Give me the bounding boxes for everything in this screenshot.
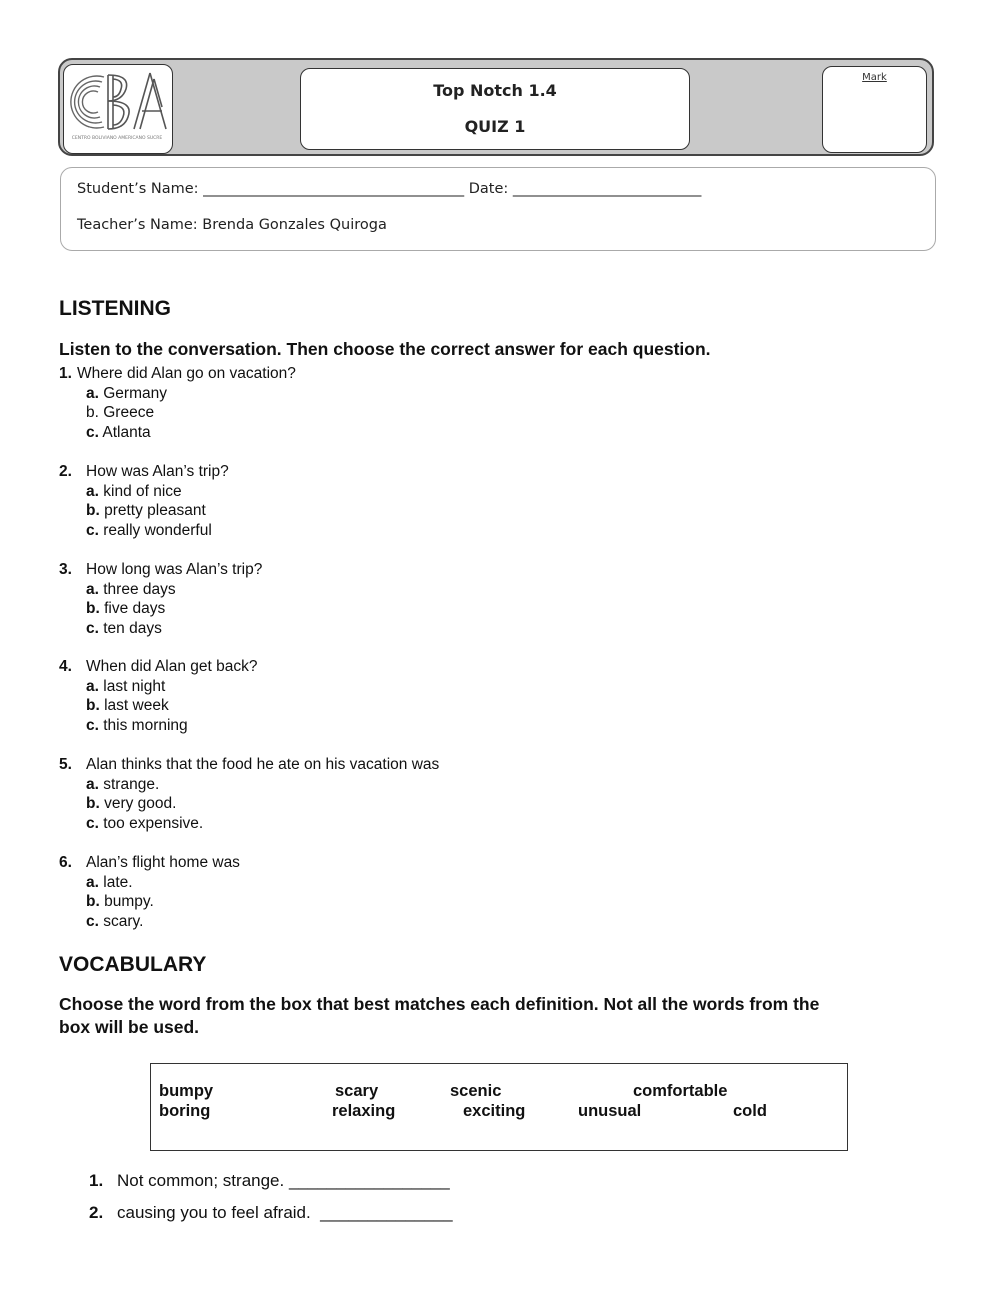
word-boring: boring xyxy=(159,1102,211,1120)
logo-caption: CENTRO BOLIVIANO AMERICANO SUCRE xyxy=(71,136,163,141)
question-5 xyxy=(59,755,439,833)
option-c[interactable]: c. ten days xyxy=(86,619,162,637)
definition-text: Not common; strange. _________________ xyxy=(117,1171,450,1190)
word-unusual: unusual xyxy=(578,1102,642,1120)
option-c[interactable]: c. too expensive. xyxy=(86,814,204,832)
vocabulary-title: VOCABULARY xyxy=(59,953,207,976)
listening-title: LISTENING xyxy=(59,297,172,320)
student-info-box xyxy=(60,167,936,251)
definition-number: 2. xyxy=(89,1203,104,1222)
word-scenic: scenic xyxy=(450,1082,502,1100)
word-scary: scary xyxy=(335,1082,379,1100)
question-number: 6. xyxy=(59,854,72,871)
option-a[interactable]: a. last night xyxy=(86,677,166,695)
definition-number: 1. xyxy=(89,1171,104,1190)
question-3 xyxy=(59,560,262,638)
quiz-subtitle: QUIZ 1 xyxy=(464,117,526,136)
question-number: 1. xyxy=(59,365,72,382)
option-a[interactable]: a. strange. xyxy=(86,775,160,793)
question-number: 3. xyxy=(59,561,72,578)
question-number: 5. xyxy=(59,756,72,773)
listening-instruction: Listen to the conversation. Then choose the correct answer for each question. xyxy=(59,339,711,359)
title-box xyxy=(300,68,690,150)
definition-2[interactable] xyxy=(89,1203,453,1223)
option-c[interactable]: c. Atlanta xyxy=(86,423,151,441)
teacher-name-line: Teacher’s Name: Brenda Gonzales Quiroga xyxy=(77,217,387,233)
question-text: How was Alan’s trip? xyxy=(86,463,229,480)
question-text: How long was Alan’s trip? xyxy=(86,561,263,578)
option-c[interactable]: c. scary. xyxy=(86,912,144,930)
question-1 xyxy=(59,364,296,442)
vocabulary-instruction-line1: Choose the word from the box that best matches each definition. Not all the words from the xyxy=(59,994,820,1014)
question-number: 4. xyxy=(59,658,72,675)
definition-text: causing you to feel afraid. ______________ xyxy=(117,1203,453,1222)
word-comfortable: comfortable xyxy=(633,1082,728,1100)
option-b[interactable]: b. Greece xyxy=(86,404,155,422)
question-number: 2. xyxy=(59,463,72,480)
option-b[interactable]: b. five days xyxy=(86,600,166,618)
logo xyxy=(63,64,173,154)
vocabulary-instruction-line2: box will be used. xyxy=(59,1017,200,1037)
option-a[interactable]: a. late. xyxy=(86,873,133,891)
option-b[interactable]: b. very good. xyxy=(86,795,177,813)
quiz-title: Top Notch 1.4 xyxy=(433,81,557,100)
question-text: When did Alan get back? xyxy=(86,658,258,675)
word-cold: cold xyxy=(733,1102,767,1120)
definition-1[interactable] xyxy=(89,1171,450,1191)
option-a[interactable]: a. Germany xyxy=(86,384,167,402)
question-4 xyxy=(59,657,257,735)
cba-logo-icon xyxy=(64,65,171,152)
option-a[interactable]: a. three days xyxy=(86,580,176,598)
student-name-date-line[interactable]: Student’s Name: ____________________________________ Date: __________________________ xyxy=(77,181,702,197)
question-text: Alan’s flight home was xyxy=(86,854,240,871)
mark-box[interactable] xyxy=(822,66,927,153)
question-2 xyxy=(59,462,229,540)
word-exciting: exciting xyxy=(463,1102,526,1120)
option-a[interactable]: a. kind of nice xyxy=(86,482,182,500)
word-relaxing: relaxing xyxy=(332,1102,396,1120)
option-c[interactable]: c. really wonderful xyxy=(86,521,212,539)
option-b[interactable]: b. last week xyxy=(86,697,169,715)
option-c[interactable]: c. this morning xyxy=(86,716,188,734)
question-text: Alan thinks that the food he ate on his vacation was xyxy=(86,756,440,773)
question-text: Where did Alan go on vacation? xyxy=(77,365,296,382)
option-b[interactable]: b. pretty pleasant xyxy=(86,502,206,520)
option-b[interactable]: b. bumpy. xyxy=(86,893,154,911)
word-bumpy: bumpy xyxy=(159,1082,214,1100)
mark-label: Mark xyxy=(862,72,887,83)
question-6 xyxy=(59,853,240,931)
